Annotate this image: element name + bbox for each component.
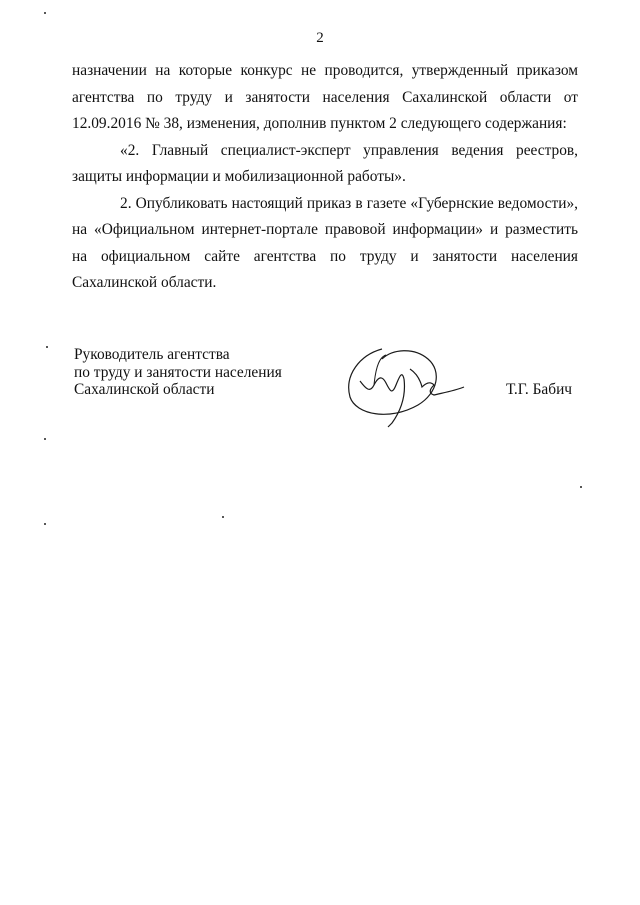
signature-name: Т.Г. Бабич: [506, 381, 573, 398]
paragraph-quote: «2. Главный специалист-эксперт управления ведения реестров, защиты информации и мобилизационной работы».: [72, 141, 578, 185]
scan-speck: [580, 486, 582, 488]
scan-speck: [46, 346, 48, 348]
scan-speck: [44, 438, 46, 440]
signature-title-line: Сахалинской области: [74, 381, 215, 398]
signature-title-line: по труду и занятости населения: [74, 363, 282, 381]
handwritten-signature: [330, 335, 470, 435]
signature-title: [74, 346, 282, 399]
paragraph-item-2: 2. Опубликовать настоящий приказ в газете «Губернские ведомости», на «Официальном интернет-портале правовой информации» и разместить на официальном сайте агентства по труду и занятости населения Сахалинской области.: [72, 194, 578, 291]
body-text: [72, 58, 578, 297]
paragraph-continuation: назначении на которые конкурс не проводится, утвержденный приказом агентства по труду и занятости населения Сахалинской области от 12.09.2016 № 38, изменения, дополнив пунктом 2 следующего содержания:: [72, 62, 578, 132]
scan-speck: [44, 12, 46, 14]
scan-speck: [44, 523, 46, 525]
scan-speck: [222, 516, 224, 518]
page-number: 2: [316, 30, 324, 46]
signature-title-line: Руководитель агентства: [74, 346, 230, 363]
